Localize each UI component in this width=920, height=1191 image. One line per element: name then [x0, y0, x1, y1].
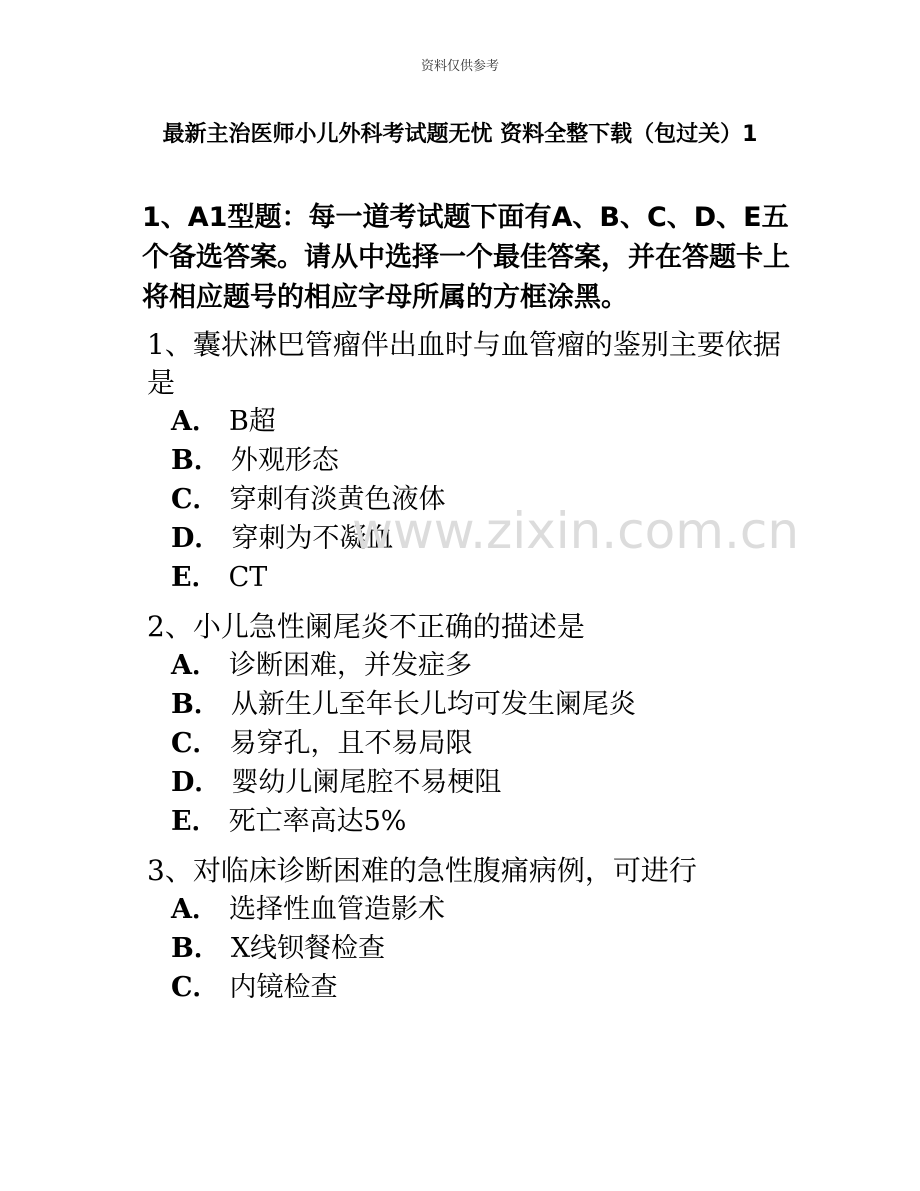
question-stem: 1、囊状淋巴管瘤伴出血时与血管瘤的鉴别主要依据是	[147, 328, 781, 399]
option-letter: A	[171, 650, 192, 681]
option-letter: C	[171, 728, 193, 759]
option-a[interactable]	[147, 646, 807, 685]
option-text: 内镜检查	[229, 972, 338, 1003]
option-separator: ．	[194, 523, 222, 554]
option-letter: A	[171, 894, 192, 925]
watermark: www.zixin.com.cn	[352, 502, 800, 560]
header-note: 资料仅供参考	[420, 59, 499, 74]
option-separator: ．	[191, 562, 219, 593]
option-separator: ．	[191, 894, 219, 925]
option-letter: E	[171, 562, 192, 593]
option-list	[147, 890, 807, 1007]
option-e[interactable]	[147, 558, 807, 597]
option-separator: ．	[192, 728, 220, 759]
option-d[interactable]	[147, 763, 807, 802]
question-stem: 2、小儿急性阑尾炎不正确的描述是	[147, 610, 585, 643]
option-text: 选择性血管造影术	[228, 894, 445, 925]
option-separator: ．	[191, 406, 219, 437]
question-1	[147, 326, 807, 597]
question-3	[147, 852, 807, 1007]
option-separator: ．	[191, 806, 219, 837]
option-letter: B	[171, 933, 194, 964]
option-letter: D	[171, 523, 195, 554]
option-letter: A	[171, 406, 192, 437]
option-letter: C	[171, 972, 193, 1003]
option-b[interactable]	[147, 441, 807, 480]
option-text: X线钡餐检查	[230, 933, 386, 964]
question-2	[147, 608, 807, 841]
option-text: 死亡率高达5%	[228, 806, 407, 837]
option-separator: ．	[193, 689, 221, 720]
option-letter: E	[171, 806, 192, 837]
option-letter: B	[171, 689, 194, 720]
question-stem: 3、对临床诊断困难的急性腹痛病例，可进行	[147, 854, 697, 887]
option-letter: C	[171, 484, 193, 515]
option-d[interactable]	[147, 519, 807, 558]
option-b[interactable]	[147, 929, 807, 968]
option-letter: B	[171, 445, 194, 476]
option-text: CT	[228, 562, 268, 593]
option-list	[147, 646, 807, 841]
option-e[interactable]	[147, 802, 807, 841]
option-text: 穿刺有淡黄色液体	[229, 484, 446, 515]
option-separator: ．	[193, 933, 221, 964]
option-a[interactable]	[147, 890, 807, 929]
option-separator: ．	[192, 484, 220, 515]
option-separator: ．	[194, 767, 222, 798]
option-c[interactable]	[147, 724, 807, 763]
option-text: 易穿孔，且不易局限	[229, 728, 473, 759]
option-b[interactable]	[147, 685, 807, 724]
option-separator: ．	[193, 445, 221, 476]
option-a[interactable]	[147, 402, 807, 441]
option-c[interactable]	[147, 480, 807, 519]
option-separator: ．	[192, 972, 220, 1003]
option-text: 从新生儿至年长儿均可发生阑尾炎	[230, 689, 636, 720]
section-instructions: 1、A1型题：每一道考试题下面有A、B、C、D、E五个备选答案。请从中选择一个最佳答案，并在答题卡上将相应题号的相应字母所属的方框涂黑。	[142, 202, 790, 313]
document-title: 最新主治医师小儿外科考试题无忧 资料全整下载（包过关）1	[162, 122, 758, 147]
option-separator: ．	[191, 650, 219, 681]
option-text: 婴幼儿阑尾腔不易梗阻	[231, 767, 502, 798]
option-list	[147, 402, 807, 597]
option-text: B超	[228, 406, 276, 437]
option-text: 外观形态	[230, 445, 339, 476]
option-text: 诊断困难，并发症多	[228, 650, 472, 681]
option-text: 穿刺为不凝血	[231, 523, 394, 554]
option-c[interactable]	[147, 968, 807, 1007]
option-letter: D	[171, 767, 195, 798]
